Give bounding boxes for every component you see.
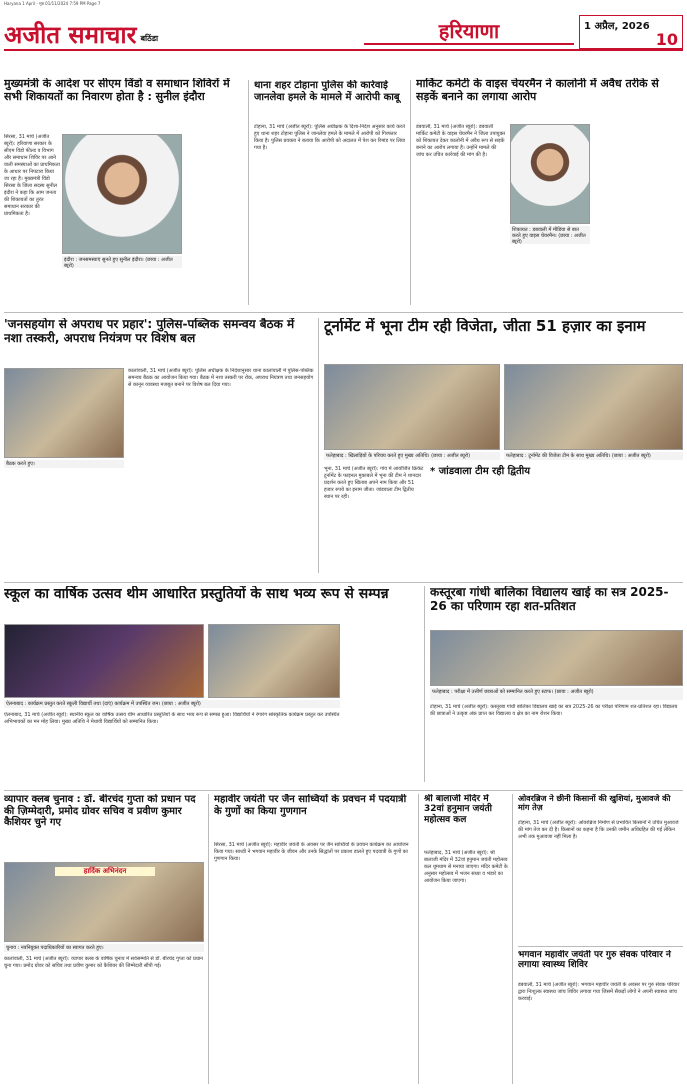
- article-a11: [518, 794, 683, 944]
- photo-caption: इंदौरा : जनसमस्याएं सुनते हुए सुनील इंदौरा। (छाया : अजीत ब्यूरो): [62, 256, 182, 268]
- article-a6: [4, 586, 420, 786]
- headline: भगवान महावीर जयंती पर गुरु सेवक परिवार ने लगाया स्वास्थ्य शिविर: [518, 950, 671, 971]
- headline: कस्तूरबा गांधी बालिका विद्यालय खाई का सत्र 2025-26 का परिणाम रहा शत-प्रतिशत: [430, 586, 669, 613]
- article-body: भूना, 31 मार्च (अजीत ब्यूरो): गांव में आयोजित क्रिकेट टूर्नामेंट के फाइनल मुकाबले में भूना की टीम ने शानदार प्रदर्शन करते हुए खिताब अपने नाम किया और 51 हजार रुपये का इनाम जीता। जांडवाला टीम द्वितीय स्थान पर रही।: [324, 466, 424, 500]
- article-a9: [214, 794, 414, 1084]
- row-rule: [4, 312, 683, 313]
- row-rule: [4, 790, 683, 791]
- article-a8: [4, 794, 204, 1084]
- article-a3: [416, 78, 683, 308]
- article-a10: [424, 794, 508, 1084]
- column-rule: [208, 794, 209, 1084]
- article-a2: [254, 80, 406, 310]
- masthead-rule: [4, 49, 683, 51]
- column-rule: [424, 586, 425, 782]
- news-photo-left: [4, 624, 204, 698]
- section-title: हरियाणा: [364, 17, 574, 45]
- subhead: * जांडवाला टीम रही द्वितीय: [430, 466, 531, 477]
- article-body: कालांवाली, 31 मार्च (अजीत ब्यूरो): व्यापार क्लब के वार्षिक चुनाव में सर्वसम्मति से डॉ. बीरचंद गुप्ता को प्रधान चुना गया। प्रमोद ग्रोवर को सचिव तथा प्रवीण कुमार को कैशियर की जिम्मेदारी सौंपी गई।: [4, 956, 203, 969]
- photo-caption: फतेहाबाद : टूर्नामेंट की विजेता टीम के साथ मुख्य अतिथि। (छाया : अजीत ब्यूरो): [504, 452, 683, 460]
- photo-caption: ऐलनाबाद : कार्यक्रम प्रस्तुत करते स्कूली विद्यार्थी तथा (दाएं) कार्यक्रम में उपस्थित जन। (छाया : अजीत ब्यूरो): [4, 700, 340, 708]
- article-body: फतेहाबाद, 31 मार्च (अजीत ब्यूरो): श्री बालाजी मंदिर में 32वां हनुमान जयंती महोत्सव कल धूमधाम से मनाया जाएगा। मंदिर कमेटी के अनुसार महोत्सव में भजन संध्या व भंडारे का आयोजन किया जाएगा।: [424, 850, 508, 884]
- masthead: [4, 11, 683, 73]
- article-body-continued: [594, 124, 683, 304]
- headline: टूर्नामेंट में भूना टीम रही विजेता, जीता 51 हज़ार का इनाम: [324, 318, 646, 335]
- page-number: 10: [655, 30, 678, 49]
- article-body: ऐलनाबाद, 31 मार्च (अजीत ब्यूरो): स्थानीय स्कूल का वार्षिक उत्सव थीम आधारित प्रस्तुतियों के साथ भव्य रूप से सम्पन्न हुआ। विद्यार्थियों ने रंगारंग सांस्कृतिक कार्यक्रम प्रस्तुत कर उपस्थित अभिभावकों का मन मोह लिया। मुख्य अतिथि ने मेधावी विद्यार्थियों को सम्मानित किया।: [4, 712, 340, 725]
- article-body: टोहाना, 31 मार्च (अजीत ब्यूरो): कस्तूरबा गांधी बालिका विद्यालय खाई का सत्र 2025-26 का परीक्षा परिणाम शत-प्रतिशत रहा। विद्यालय की छात्राओं ने उत्कृष्ट अंक प्राप्त कर विद्यालय व क्षेत्र का नाम रोशन किया।: [430, 704, 678, 717]
- news-photo: [430, 630, 683, 686]
- article-a5: [324, 318, 683, 578]
- column-rule: [410, 80, 411, 305]
- date-box: [579, 15, 683, 49]
- photo-caption: फतेहाबाद : खिलाड़ियों के परिचय करते हुए मुख्य अतिथि। (छाया : अजीत ब्यूरो): [324, 452, 500, 460]
- photo-caption: चुनाव : नवनियुक्त पदाधिकारियों का स्वागत करते हुए।: [4, 944, 204, 952]
- photo-caption: बैठक करते हुए।: [4, 460, 124, 468]
- news-photo: [510, 124, 590, 224]
- headline: मुख्यमंत्री के आदेश पर सीएम विंडो व समाधान शिविरों में सभी शिकायतों का निवारण होता है : सुनील इंदौरा: [4, 78, 230, 103]
- column-rule: [248, 80, 249, 305]
- headline: 'जनसहयोग से अपराध पर प्रहार': पुलिस-पब्लिक समन्वय बैठक में नशा तस्करी, अपराध नियंत्रण पर विशेष बल: [4, 318, 295, 345]
- news-photo-left: [324, 364, 500, 450]
- headline: महावीर जयंती पर जैन साध्वियों के प्रवचन में पदयात्री के गुणों का किया गुणगान: [214, 794, 407, 817]
- photo-caption: शिकायत : डबवाली में मीडिया से बात करते हुए वाइस चेयरमैन। (छाया : अजीत ब्यूरो): [510, 226, 590, 244]
- headline: मार्किट कमेटी के वाइस चेयरमैन ने कालोनी में अवैध तरीके से सड़कें बनाने का लगाया आरोप: [416, 78, 659, 103]
- article-body: टोहाना, 31 मार्च (अजीत ब्यूरो): ओवरब्रिज निर्माण से प्रभावित किसानों ने उचित मुआवजे की मांग तेज कर दी है। किसानों का कहना है कि उनकी जमीन अधिग्रहित की गई लेकिन अभी तक मुआवजा नहीं मिला है।: [518, 820, 679, 840]
- headline: थाना शहर टोहाना पुलिस की कार्रवाई जानलेवा हमले के मामले में आरोपी काबू: [254, 80, 400, 103]
- news-photo: [62, 134, 182, 254]
- article-body: कालांवाली, 31 मार्च (अजीत ब्यूरो): पुलिस अधीक्षक के निर्देशानुसार थाना कालांवाली में पुलिस-पब्लिक समन्वय बैठक का आयोजन किया गया। बैठक में नशा तस्करी पर रोक, अपराध नियंत्रण तथा जनसहयोग से कानून व्यवस्था मजबूत बनाने पर विशेष बल दिया गया।: [128, 368, 314, 388]
- headline: ओवरब्रिज ने छीनी किसानों की खुशियां, मुआवजे की मांग तेज़: [518, 794, 671, 813]
- headline: स्कूल का वार्षिक उत्सव थीम आधारित प्रस्तुतियों के साथ भव्य रूप से सम्पन्न: [4, 586, 389, 602]
- news-photo-right: [504, 364, 683, 450]
- article-body-continued: [430, 484, 683, 570]
- article-a1: [4, 78, 244, 308]
- headline: व्यापार क्लब चुनाव : डॉ. बीरचंद गुप्ता को प्रधान पद की ज़िम्मेदारी, प्रमोद ग्रोवर सचिव व प्रवीण कुमार कैशियर चुने गए: [4, 794, 196, 828]
- print-info-strip: Haryana 1 April - मृष्ठ 01/11/2024 7:59 PM Page 7: [4, 1, 101, 6]
- column-rule: [512, 794, 513, 1084]
- column-rule: [418, 794, 419, 1084]
- edition-label: बठिंडा: [140, 34, 159, 43]
- article-a12: [518, 950, 683, 1084]
- row-rule: [4, 582, 683, 583]
- news-photo: [4, 368, 124, 458]
- row-rule: [518, 946, 683, 947]
- news-photo: [4, 862, 204, 942]
- issue-date: 1 अप्रैल, 2026: [584, 21, 650, 32]
- article-a4: [4, 318, 314, 578]
- article-body-continued: [344, 624, 420, 782]
- column-rule: [318, 318, 319, 573]
- article-body: सिरसा, 31 मार्च (अजीत ब्यूरो): महावीर जयंती के अवसर पर जैन साध्वियों के प्रवचन कार्यक्रम का आयोजन किया गया। साध्वी ने भगवान महावीर के जीवन और उनके सिद्धांतों पर प्रकाश डालते हुए पदयात्री के गुणों का गुणगान किया।: [214, 842, 409, 862]
- headline: श्री बालाजी मंदिर में 32वां हनुमान जयंती महोत्सव कल: [424, 794, 492, 825]
- photo-caption: फतेहाबाद : परीक्षा में उत्तीर्ण छात्राओं को सम्मानित करते हुए स्टाफ। (छाया : अजीत ब्यूरो): [430, 688, 683, 700]
- article-body: सिरसा, 31 मार्च (अजीत ब्यूरो): हरियाणा सरकार के सीएम विंडो फील्ड व विभाग और समाधान शिविर पर आने वाली समस्याओं का प्राथमिकता के आधार पर निपटारा किया जा रहा है। मुख्यमंत्री विंडो सिरसा के जिला सदस्य सुनील इंदौरा ने कहा कि आम जनता की शिकायतों का तुरंत समाधान सरकार की प्राथमिकता है।: [4, 134, 60, 217]
- newspaper-logo: अजीत समाचार: [4, 20, 137, 49]
- photo-banner: हार्दिक अभिनंदन: [55, 867, 155, 876]
- brand-block: [4, 15, 164, 47]
- article-body: टोहाना, 31 मार्च (अजीत ब्यूरो): पुलिस अधीक्षक के दिशा-निर्देश अनुसार कार्य करते हुए थाना शहर टोहाना पुलिस ने जानलेवा हमले के मामले में आरोपी को गिरफ्तार किया है। पुलिस प्रवक्ता ने बताया कि आरोपी को अदालत में पेश कर रिमांड पर लिया गया है।: [254, 124, 406, 151]
- news-photo-right: [208, 624, 340, 698]
- article-body: डबवाली, 31 मार्च (अजीत ब्यूरो): डबवाली मार्किट कमेटी के वाइस चेयरमैन ने जिला उपायुक्त को शिकायत देकर कालोनी में अवैध रूप से सड़कें बनाने का आरोप लगाया है। उन्होंने मामले की जांच कर उचित कार्रवाई की मांग की है।: [416, 124, 506, 158]
- article-body: डबवाली, 31 मार्च (अजीत ब्यूरो): भगवान महावीर जयंती के अवसर पर गुरु सेवक परिवार द्वारा निःशुल्क स्वास्थ्य जांच शिविर लगाया गया जिसमें सैकड़ों लोगों ने अपनी स्वास्थ्य जांच करवाई।: [518, 982, 680, 1002]
- article-a7: [430, 586, 683, 786]
